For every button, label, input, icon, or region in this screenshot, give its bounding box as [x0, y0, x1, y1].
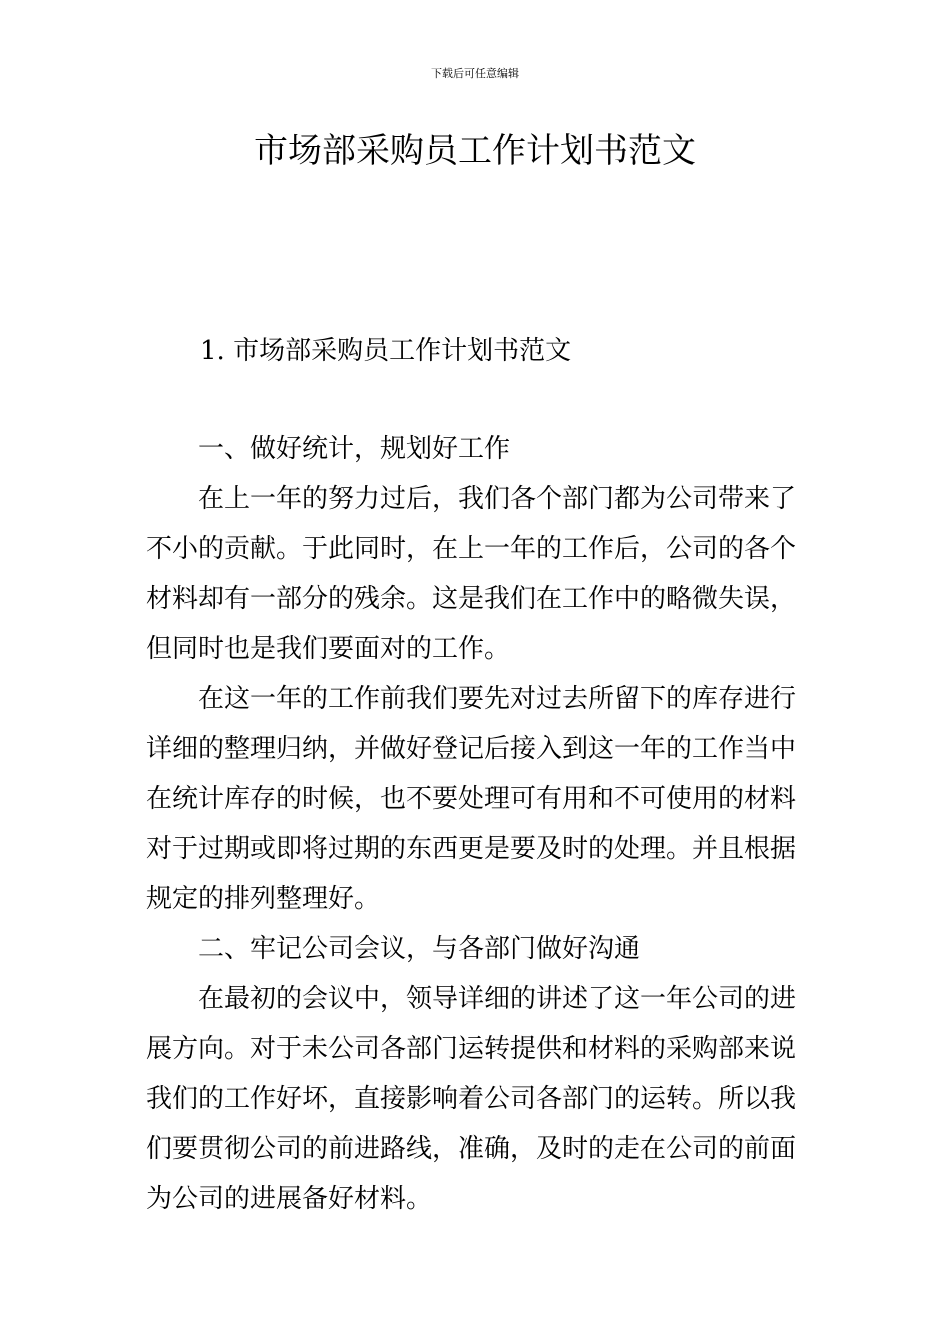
paragraph-2-line-5: 规定的排列整理好。 [146, 884, 381, 914]
paragraph-3-line-3: 我们的工作好坏，直接影响着公司各部门的运转。所以我 [146, 1084, 797, 1114]
paragraph-2-line-4: 对于过期或即将过期的东西更是要及时的处理。并且根据 [146, 834, 797, 864]
paragraph-2-line-1: 在这一年的工作前我们要先对过去所留下的库存进行 [198, 684, 797, 714]
paragraph-3-line-2: 展方向。对于未公司各部门运转提供和材料的采购部来说 [146, 1034, 797, 1064]
paragraph-3-line-1: 在最初的会议中，领导详细的讲述了这一年公司的进 [198, 984, 797, 1014]
paragraph-3-line-4: 们要贯彻公司的前进路线，准确，及时的走在公司的前面 [146, 1134, 797, 1164]
header-note: 下载后可任意编辑 [431, 67, 519, 80]
subheading-line: 1. 市场部采购员工作计划书范文 [200, 336, 572, 366]
paragraph-1-line-4: 但同时也是我们要面对的工作。 [146, 634, 511, 664]
document-body [146, 424, 808, 1224]
paragraph-1-line-3: 材料却有一部分的残余。这是我们在工作中的略微失误， [146, 584, 797, 614]
paragraph-2-line-2: 详细的整理归纳，并做好登记后接入到这一年的工作当中 [146, 734, 797, 764]
document-title: 市场部采购员工作计划书范文 [254, 131, 696, 171]
paragraph-3-line-5: 为公司的进展备好材料。 [146, 1184, 433, 1214]
paragraph-1-line-1: 在上一年的努力过后，我们各个部门都为公司带来了 [198, 484, 797, 514]
document-subheading [146, 326, 808, 376]
paragraph-2-line-3: 在统计库存的时候，也不要处理可有用和不可使用的材料 [146, 784, 797, 814]
paragraph-1-line-2: 不小的贡献。于此同时，在上一年的工作后，公司的各个 [146, 534, 797, 564]
section-2-heading: 二、牢记公司会议，与各部门做好沟通 [198, 934, 641, 964]
section-1-heading: 一、做好统计，规划好工作 [198, 434, 511, 464]
